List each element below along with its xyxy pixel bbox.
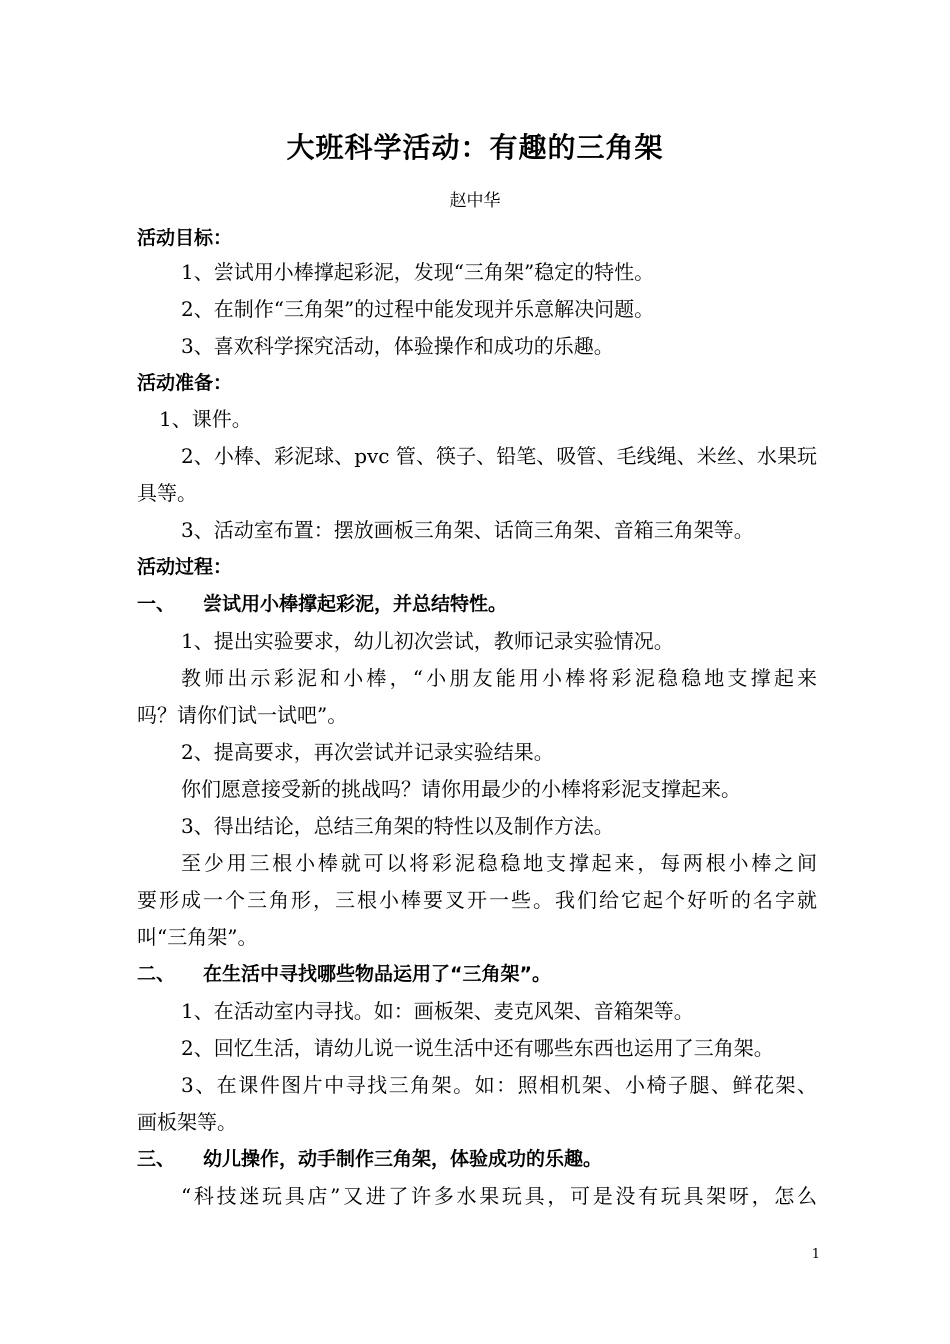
section-heading [137, 958, 817, 990]
section-number: 三、 [137, 1148, 176, 1170]
paragraph-line: 1、提出实验要求，幼儿初次尝试，教师记录实验情况。 [181, 629, 674, 653]
section-number: 二、 [137, 963, 176, 985]
paragraph-line: 你们愿意接受新的挑战吗？请你用最少的小棒将彩泥支撑起来。 [181, 777, 741, 801]
section-title: 幼儿操作，动手制作三角架，体验成功的乐趣。 [203, 1148, 603, 1170]
section-number: 一、 [137, 593, 176, 615]
goals-heading: 活动目标： [137, 227, 233, 249]
goal-item: 2、在制作“三角架”的过程中能发现并乐意解决问题。 [181, 297, 655, 321]
prep-item: 1、课件。 [159, 407, 252, 431]
section-title: 在生活中寻找哪些物品运用了“三角架”。 [203, 963, 551, 985]
paragraph-line: 2、回忆生活，请幼儿说一说生活中还有哪些东西也运用了三角架。 [181, 1036, 774, 1060]
paragraph-line: 3、在课件图片中寻找三角架。如：照相机架、小椅子腿、鲜花架、 [181, 1073, 817, 1097]
prep-heading: 活动准备： [137, 372, 233, 394]
goal-item: 3、喜欢科学探究活动，体验操作和成功的乐趣。 [181, 334, 614, 358]
prep-item: 3、活动室布置：摆放画板三角架、话筒三角架、音箱三角架等。 [181, 518, 754, 542]
paragraph-line: 要形成一个三角形，三根小棒要叉开一些。我们给它起个好听的名字就 [137, 888, 817, 912]
paragraph-line: 画板架等。 [137, 1110, 237, 1134]
section-heading [137, 1143, 817, 1175]
prep-item: 2、小棒、彩泥球、pvc 管、筷子、铅笔、吸管、毛线绳、米丝、水果玩 [181, 444, 817, 468]
paragraph-line: 1、在活动室内寻找。如：画板架、麦克风架、音箱架等。 [181, 999, 694, 1023]
document-title: 大班科学活动：有趣的三角架 [286, 131, 664, 164]
page-number: 1 [811, 1247, 820, 1262]
paragraph-line: 2、提高要求，再次尝试并记录实验结果。 [181, 740, 554, 764]
prep-item-continuation: 具等。 [137, 481, 197, 505]
paragraph-line: 教师出示彩泥和小棒，“小朋友能用小棒将彩泥稳稳地支撑起来 [181, 666, 817, 690]
paragraph-line: 吗？请你们试一试吧”。 [137, 703, 348, 727]
goal-item: 1、尝试用小棒撑起彩泥，发现“三角架”稳定的特性。 [181, 260, 655, 284]
author-name: 赵中华 [449, 191, 501, 211]
process-heading: 活动过程： [137, 556, 233, 578]
paragraph-line: 至少用三根小棒就可以将彩泥稳稳地支撑起来，每两根小棒之间 [181, 851, 817, 875]
paragraph-line: 叫“三角架”。 [137, 925, 258, 949]
paragraph-line: “科技迷玩具店”又进了许多水果玩具，可是没有玩具架呀，怎么 [181, 1184, 817, 1208]
paragraph-line: 3、得出结论，总结三角架的特性以及制作方法。 [181, 814, 614, 838]
section-heading [137, 588, 817, 620]
section-title: 尝试用小棒撑起彩泥，并总结特性。 [203, 593, 508, 615]
